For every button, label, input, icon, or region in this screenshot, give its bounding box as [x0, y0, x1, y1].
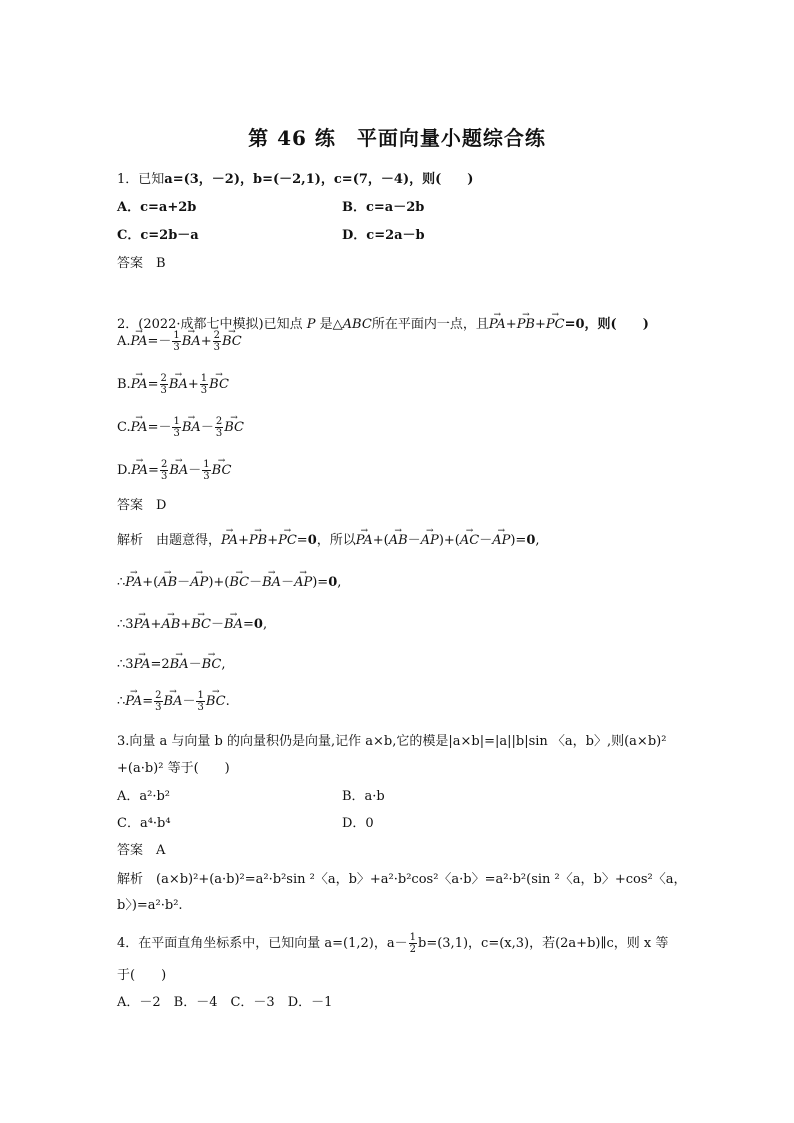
q2-answer: 答案 D: [117, 498, 167, 513]
q3-option-c: [117, 815, 171, 833]
vec-pa: → PA: [489, 316, 506, 334]
page-title: 第 46 练 平面向量小题综合练: [248, 126, 546, 150]
q2-triangle-name: ABC: [342, 317, 372, 332]
q2-point-p: P: [306, 317, 316, 332]
q2-analysis-2: ∴→ PA+(→ AB－→ AP)+(→ BC－→ BA－→ AP)=0,: [117, 574, 341, 592]
q4-stem-part: b=(3,1)，c=(x,3)，若(2a+b)∥c，则 x 等: [418, 936, 669, 951]
q2-option-a: A.→ PA=－ $\frac{1}{3}$ → BA+ $\frac{2}{3}$ → BC: [117, 330, 242, 353]
q3-analysis-1: 解析 (a×b)²+(a·b)²=a²·b²sin ²〈a，b〉+a²·b²cos²〈a·b〉=a²·b²(sin ²〈a，b〉+cos²〈a，: [117, 872, 687, 887]
q3-analysis-2: b〉)=a²·b².: [117, 898, 183, 913]
q2-so: 所以: [329, 533, 356, 548]
q1-stem: [117, 171, 473, 189]
q1-stem-prefix: 1．已知: [117, 172, 165, 187]
vec-pb: → PB: [517, 316, 535, 334]
q2-option-d: D.→ PA= $\frac{2}{3}$ → BA－ $\frac{1}{3}$ → BC: [117, 459, 231, 482]
q3-option-d-text: D．0: [342, 816, 374, 831]
q2-option-b: B.→ PA= $\frac{2}{3}$ → BA+ $\frac{1}{3}$ → BC: [117, 373, 229, 396]
q2-analysis-4: ∴3→ PA=2→ BA－→ BC,: [117, 656, 226, 674]
q2-stem: 2．(2022·成都七中模拟)已知点 P 是△ABC所在平面内一点，且→ PA+→ PB+→ PC=0，则( ): [117, 316, 649, 334]
q2-analysis-5: ∴→ PA= $\frac{2}{3}$ → BA－ $\frac{1}{3}$ → BC.: [117, 690, 230, 713]
q4-stem-2: 于( ): [117, 968, 167, 983]
q2-option-c: C.→ PA=－ $\frac{1}{3}$ → BA－ $\frac{2}{3}$ → BC: [117, 416, 244, 439]
q2-stem-end: =0，则( ): [564, 317, 649, 332]
q2-analysis-1: 解析 由题意得，→ PA+→ PB+→ PC=0，所以→ PA+(→ AB－→ AP)+(→ AC－→ AP)=0,: [117, 532, 540, 550]
q2-stem-part: 2．(2022·成都七中模拟)已知点: [117, 317, 303, 332]
q4-stem-1: 4．在平面直角坐标系中，已知向量 a=(1,2)，a－ $\frac{1}{2}$ b=(3,1)，c=(x,3)，若(2a+b)∥c，则 x 等: [117, 932, 669, 955]
q3-stem-1: 3.向量 a 与向量 b 的向量积仍是向量,记作 a×b,它的模是|a×b|=|a||b|sin 〈a，b〉,则(a×b)²: [117, 734, 667, 749]
q3-option-c-text: C．a⁴·b⁴: [117, 816, 171, 831]
vec-pc: → PC: [546, 316, 565, 334]
q3-option-d: [342, 815, 374, 833]
q1-answer: 答案 B: [117, 256, 166, 271]
q3-option-a-text: A．a²·b²: [117, 789, 171, 804]
q1-stem-values: a=(3，－2)，b=(－2,1)，c=(7，－4)，则( ): [164, 172, 474, 187]
q2-stem-part: 是△: [319, 317, 343, 332]
q3-option-b-text: B．a·b: [342, 789, 385, 804]
q1-option-a: A．c=a+2b: [117, 200, 197, 215]
q2-analysis-3: ∴3→ PA+→ AB+→ BC－→ BA=0,: [117, 616, 267, 634]
q1-option-b: B．c=a－2b: [342, 200, 425, 215]
q4-stem-part: 4．在平面直角坐标系中，已知向量 a=(1,2)，a－: [117, 936, 408, 951]
q2-analysis-label: 解析 由题意得，: [117, 533, 222, 548]
q1-option-d: D．c=2a－b: [342, 228, 425, 243]
q1-option-c: C．c=2b－a: [117, 228, 199, 243]
q2-stem-part: 所在平面内一点，且: [371, 317, 489, 332]
q3-option-a: [117, 788, 170, 806]
q4-options: A．－2 B．－4 C．－3 D．－1: [117, 995, 333, 1010]
q3-answer: 答案 A: [117, 843, 166, 858]
q3-stem-2: +(a·b)² 等于( ): [117, 761, 230, 776]
q3-option-b: [342, 788, 385, 806]
